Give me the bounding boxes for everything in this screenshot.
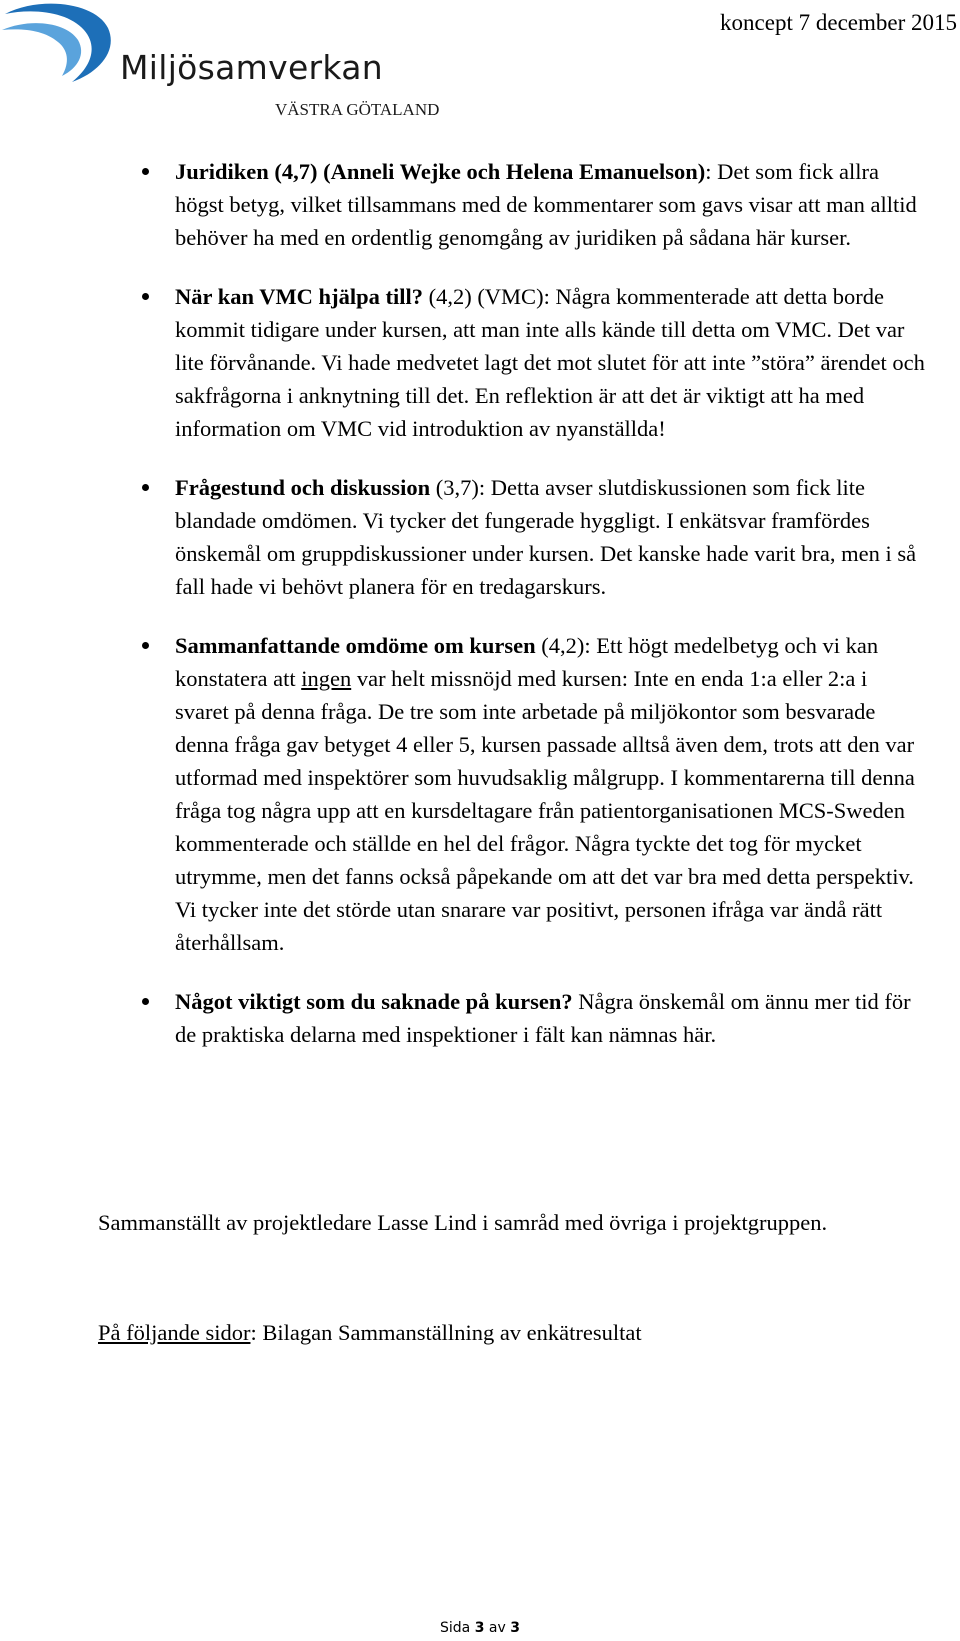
list-item <box>175 155 925 254</box>
bold-segment: Frågestund och diskussion <box>175 475 431 500</box>
text-segment: Några önskemål om ännu mer tid för de praktiska delarna med inspektioner i fält kan nämnas här. <box>175 989 911 1047</box>
text-segment: : Ett högt medelbetyg och vi kan konstatera att <box>175 633 879 691</box>
page-middle: av <box>484 1620 511 1636</box>
next-pages-label: På följande sidor <box>98 1320 251 1345</box>
text-segment: (4,2) <box>535 633 585 658</box>
list-item-text <box>175 280 925 445</box>
list-item-text <box>175 629 925 959</box>
logo-name: Miljösamverkan <box>120 48 383 87</box>
logo-swoosh-icon <box>0 0 130 90</box>
compiled-by-line: Sammanställt av projektledare Lasse Lind i samråd med övriga i projektgruppen. <box>98 1210 828 1235</box>
list-item-text <box>175 471 925 603</box>
text-segment: (4,2) (VMC) <box>422 284 544 309</box>
page-total: 3 <box>510 1620 520 1636</box>
logo-region: VÄSTRA GÖTALAND <box>275 100 440 119</box>
text-segment: var helt missnöjd med kursen: Inte en enda 1:a eller 2:a i svaret på denna fråga. De tre som inte arbetade på miljökontor som besvarade denna fråga gav betyget 4 eller 5, kursen passade alltså även dem, trots att den var utformad med inspektörer som huvudsaklig målgrupp. I kommentarerna till denna fråga tog några upp att en kursdeltagare från patientorganisationen MCS-Sweden kommenterade och ställde en hel del frågor. Några tyckte det tog för mycket utrymme, men det fanns också påpekande om att det var bra med detta perspektiv. Vi tycker inte det störde utan snarare var positivt, personen ifråga var ändå rätt återhållsam. <box>175 666 915 955</box>
text-segment: ingen <box>301 666 352 691</box>
bullet-icon <box>142 642 149 649</box>
bold-segment: Något viktigt som du saknade på kursen? <box>175 989 573 1014</box>
bullet-icon <box>142 168 149 175</box>
bold-segment: (Anneli Wejke och Helena Emanuelson) <box>323 159 706 184</box>
list-item <box>175 629 925 959</box>
text-segment: : Detta avser slutdiskussionen som fick lite blandade omdömen. Vi tycker det fungerade hyggligt. I enkätsvar framfördes önskemål om gruppdiskussioner under kursen. Det kanske hade varit bra, men i så fall hade vi behövt planera för en tredagarskurs. <box>175 475 917 599</box>
document-body <box>0 155 960 1077</box>
bold-segment: När kan VMC hjälpa till? <box>175 284 423 309</box>
list-item <box>175 985 925 1051</box>
bold-segment: Juridiken <box>175 159 269 184</box>
list-item-text <box>175 985 925 1051</box>
page-number <box>0 1620 960 1636</box>
document-date: koncept 7 december 2015 <box>720 10 957 35</box>
bold-segment: Sammanfattande omdöme om kursen <box>175 633 536 658</box>
list-item <box>175 471 925 603</box>
bullet-icon <box>142 484 149 491</box>
organization-logo <box>0 0 460 122</box>
evaluation-list <box>0 155 960 1051</box>
bold-segment: (4,7) <box>268 159 324 184</box>
page-prefix: Sida <box>440 1620 475 1636</box>
bullet-icon <box>142 293 149 300</box>
list-item-text <box>175 155 925 254</box>
next-pages-text: : Bilagan Sammanställning av enkätresultat <box>250 1320 642 1345</box>
list-item <box>175 280 925 445</box>
page-current: 3 <box>474 1620 485 1636</box>
next-pages-note <box>98 1318 928 1348</box>
text-segment: (3,7) <box>430 475 479 500</box>
bullet-icon <box>142 998 149 1005</box>
text-segment: : Några kommenterade att detta borde kommit tidigare under kursen, att man inte alls kände till detta om VMC. Det var lite förvånande. Vi hade medvetet lagt det mot slutet för att inte ”störa” ärendet och sakfrågorna i anknytning till det. En reflektion är att det är viktigt att ha med information om VMC vid introduktion av nyanställda! <box>175 284 925 441</box>
text-segment: : Det som fick allra högst betyg, vilket tillsammans med de kommentarer som gavs visar att man alltid behöver ha med en ordentlig genomgång av juridiken på sådana här kurser. <box>175 159 917 250</box>
